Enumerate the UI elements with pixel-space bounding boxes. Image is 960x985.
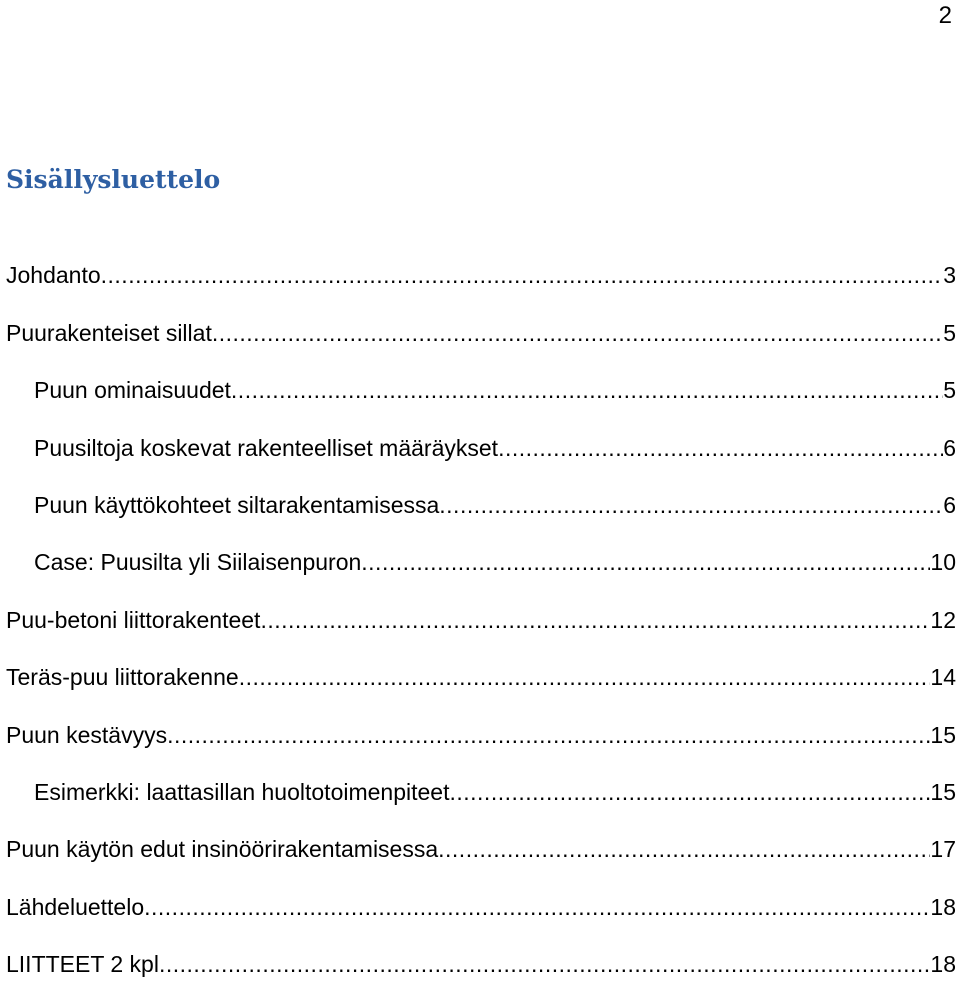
toc-entry-title: Puu-betoni liittorakenteet — [6, 606, 261, 633]
toc-entry-title: Teräs-puu liittorakenne — [6, 664, 239, 691]
toc-entry-title: Puun käytön edut insinöörirakentamisessa — [6, 836, 439, 863]
toc-entry[interactable] — [6, 813, 956, 870]
toc-entry[interactable] — [6, 411, 956, 468]
toc-dot-leader — [498, 427, 943, 469]
toc-entry-page: 12 — [930, 606, 956, 633]
toc-entry-page: 5 — [943, 319, 956, 346]
toc-entry[interactable] — [6, 870, 956, 927]
toc-entry-page: 18 — [930, 951, 956, 978]
toc-entry[interactable] — [6, 928, 956, 985]
toc-entry-title: Puun käyttökohteet siltarakentamisessa — [34, 491, 440, 518]
toc-entry[interactable] — [6, 526, 956, 583]
toc-entry-title: Puun kestävyys — [6, 721, 168, 748]
toc-entry-title: Puurakenteiset sillat — [6, 319, 212, 346]
toc-dot-leader — [167, 714, 930, 756]
toc-entry-page: 5 — [943, 377, 956, 404]
toc-entry-page: 18 — [930, 893, 956, 920]
toc-entry-page: 17 — [930, 836, 956, 863]
toc-dot-leader — [260, 599, 930, 641]
toc-entry[interactable] — [6, 583, 956, 640]
toc-entry[interactable] — [6, 469, 956, 526]
toc-entry-title: LIITTEET 2 kpl — [6, 951, 159, 978]
toc-entry-title: Case: Puusilta yli Siilaisenpuron — [34, 549, 362, 576]
toc-entry[interactable] — [6, 354, 956, 411]
toc-entry[interactable] — [6, 641, 956, 698]
toc-entry-page: 3 — [943, 262, 956, 289]
toc-dot-leader — [439, 484, 943, 526]
toc-dot-leader — [159, 943, 930, 985]
toc-dot-leader — [361, 541, 930, 583]
toc-entry[interactable] — [6, 756, 956, 813]
toc-list — [6, 239, 956, 985]
toc-dot-leader — [144, 886, 930, 928]
toc-entry-page: 10 — [930, 549, 956, 576]
toc-entry-page: 15 — [930, 721, 956, 748]
toc-dot-leader — [438, 828, 930, 870]
toc-entry-title: Puun ominaisuudet — [34, 377, 231, 404]
toc-entry[interactable] — [6, 239, 956, 296]
toc-entry-page: 6 — [943, 434, 956, 461]
page-number: 2 — [938, 2, 952, 29]
toc-entry-title: Esimerkki: laattasillan huoltotoimenpiteet — [34, 778, 450, 805]
toc-dot-leader — [212, 312, 943, 354]
toc-entry-page: 6 — [943, 491, 956, 518]
toc-entry[interactable] — [6, 296, 956, 353]
toc-entry-page: 15 — [930, 778, 956, 805]
toc-entry-title: Puusiltoja koskevat rakenteelliset määräykset — [34, 434, 499, 461]
toc-dot-leader — [449, 771, 930, 813]
toc-dot-leader — [101, 254, 944, 296]
toc-entry[interactable] — [6, 698, 956, 755]
toc-entry-page: 14 — [930, 664, 956, 691]
toc-entry-title: Johdanto — [6, 262, 101, 289]
toc-title: Sisällysluettelo — [6, 165, 221, 194]
toc-dot-leader — [231, 369, 943, 411]
toc-entry-title: Lähdeluettelo — [6, 893, 145, 920]
toc-dot-leader — [239, 656, 931, 698]
